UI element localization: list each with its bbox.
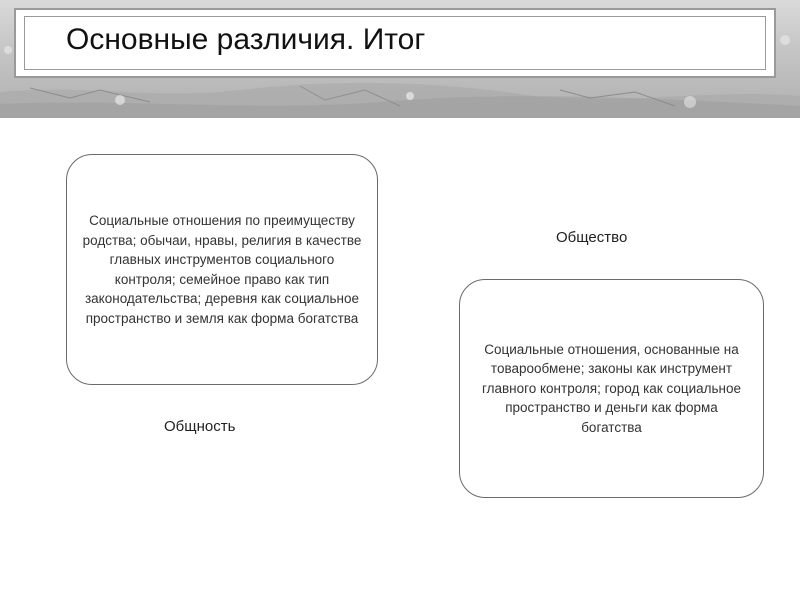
community-description-box [66, 154, 378, 385]
society-label: Общество [556, 229, 628, 246]
society-description-box [459, 279, 764, 498]
page-title: Основные различия. Итог [66, 23, 426, 56]
header-banner [0, 0, 800, 118]
community-label: Общность [164, 418, 236, 435]
society-description-text: Социальные отношения, основанные на товарообмене; законы как инструмент главного контроля; город как социальное пространство и деньги как форма богатства [481, 341, 742, 435]
community-description-text: Социальные отношения по преимуществу родства; обычаи, нравы, религия в качестве главных инструментов социального контроля; семейное право как тип законодательства; деревня как социальное пространство и земля как форма богатства [82, 213, 362, 326]
